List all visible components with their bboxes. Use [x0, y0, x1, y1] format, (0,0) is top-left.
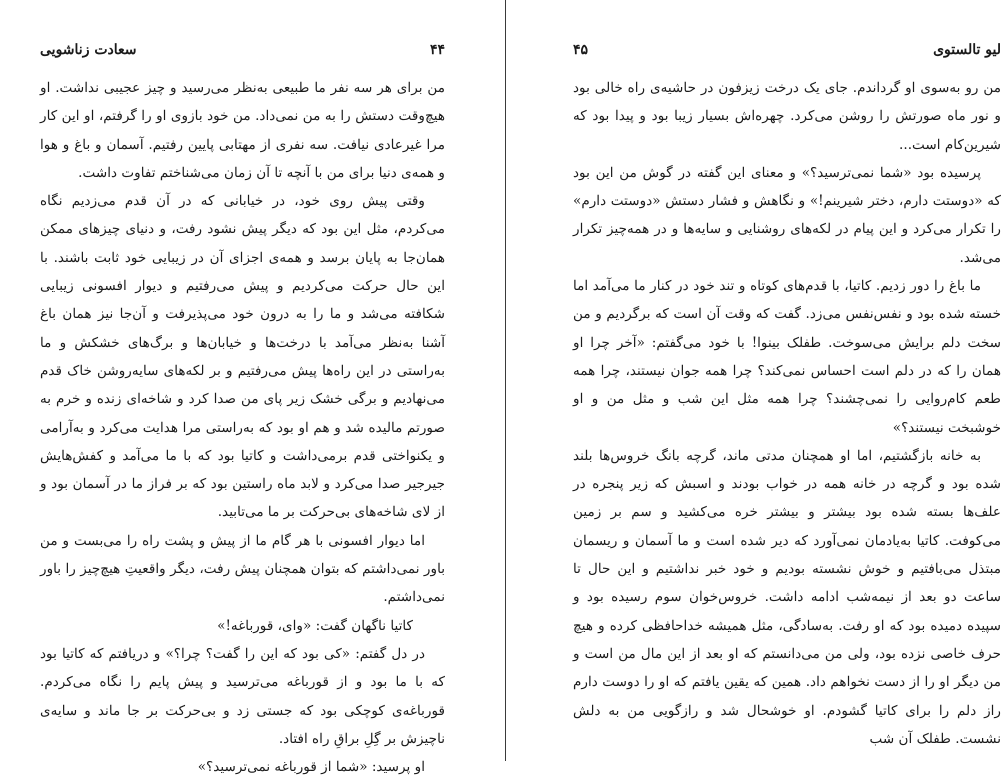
paragraph: من برای هر سه نفر ما طبیعی به‌نظر می‌رسید و چیز عجیبی نداشت. او هیچ‌وقت دستش را به من نمی‌داد. من خود بازوی او را گرفتم، او این کار مرا غیرعادی نیافت. سه نفری از مهتابی پایین رفتیم. آسمان و باغ و هوا و همه‌ی دنیا برای من با آنچه تا آن زمان می‌شناختم تفاوت داشت. — [40, 80, 445, 181]
paragraph: به خانه بازگشتیم، اما او همچنان مدتی ماند، گرچه بانگ خروس‌ها بلند شده بود و گرچه در خانه همه در خواب بودند و اسبش که زیر پنجره در علف‌ها بسته شده بود بیشتر و بیشتر خره می‌کشید و سم بر زمین می‌کوفت. کاتیا به‌یادمان نمی‌آورد که دیر شده است و ما آسمان و ریسمان مبتذل می‌بافتیم و خوش نشسته بودیم و خود خبر نداشتیم و این حال تا ساعت دو بعد از نیمه‌شب ادامه داشت. خروس‌خوان سوم رسیده بود و سپیده دمیده بود که او رفت. به‌سادگی، مثل همیشه خداحافظی کرده و هیچ حرف خاصی نزده بود، ولی من می‌دانستم که او بعد از این مال من است و من دیگر او را از دست نخواهم داد. همین که یقین یافتم که او را دوست دارم راز دلم را برای کاتیا گشودم. او خوشحال شد و رازگویی من به دلش نشست. طفلک آن شب — [573, 447, 1001, 747]
right-page-body — [573, 74, 1001, 753]
left-page-header — [40, 38, 445, 62]
paragraph: کاتیا ناگهان گفت: «وای، قورباغه!» — [217, 617, 413, 634]
page-gutter — [505, 0, 506, 761]
paragraph: ما باغ را دور زدیم. کاتیا، با قدم‌های کوتاه و تند خود در کنار ما می‌آمد اما خسته شده بود و نفس‌نفس می‌زد. گفت که وقت آن است که برگردیم و من سخت دلم برایش می‌سوخت. طفلک بینوا! با خود می‌گفتم: «آخر چرا او همان را که در دلم است احساس نمی‌کند؟ چرا همه جوان نیستند، چرا همه طعم کام‌روایی را نمی‌چشند؟ چرا همه مثل این شب و مثل من و او خوشبخت نیستند؟» — [573, 278, 1001, 436]
right-page — [573, 0, 1001, 761]
paragraph: پرسیده بود «شما نمی‌ترسید؟» و معنای این گفته در گوش من این بود که «دوستت دارم، دختر شیرینم!» و نگاهش و فشار دستش «دوستت دارم» را تکرار می‌کرد و این پیام در لکه‌های روشنایی و سایه‌ها و در همه‌چیز تکرار می‌شد. — [573, 164, 1001, 266]
left-running-title: سعادت زناشویی — [40, 42, 137, 58]
left-page — [40, 0, 445, 776]
paragraph: در دل گفتم: «کی بود که این را گفت؟ چرا؟» و دریافتم که کاتیا بود که با ما بود و از قورباغه می‌ترسید و پیش پایم را نگاه می‌کردم. قورباغه‌ی کوچکی بود که جستی زد و بی‌حرکت بر جا ماند و سایه‌ی ناچیزش بر گِلِ براقِ راه افتاد. — [40, 645, 445, 747]
paragraph: وقتی پیش روی خود، در خیابانی که در آن قدم می‌زدیم نگاه می‌کردم، مثل این بود که دیگر پیش نشود رفت، و دنیای چیزهای ممکن همان‌جا به پایان برسد و همه‌ی اجزای آن در زیبایی خود ثابت باشند. با این حال حرکت می‌کردیم و پیش می‌رفتیم و دیوار افسونی زیبایی شکافته می‌شد و ما را به درون خود می‌پذیرفت و آن‌جا نیز همان باغ آشنا به‌نظر می‌آمد با درخت‌ها و خیابان‌ها و برگ‌های خشکش و ما به‌راستی در این راه‌ها پیش می‌رفتیم و بر لکه‌های سایه‌روشن خاک قدم می‌نهادیم و برگی خشک زیر پای من صدا کرد و شاخه‌ای زنده و خرم به صورتم مالیده شد و هم او بود که به‌راستی مرا هدایت می‌کرد و به‌آرامی و یکنواختی قدم برمی‌داشت و کاتیا بود که با ما می‌آمد و کفش‌هایش جیرجیر صدا می‌کرد و لابد ماه راستین بود که بر فراز ما در آسمان بود و از لای شاخه‌های بی‌حرکت بر ما می‌تابید. — [40, 193, 445, 521]
paragraph: اما دیوار افسونی با هر گام ما از پیش و پشت راه را می‌بست و من باور نمی‌داشتم که بتوان همچنان پیش رفت، دیگر واقعیتِ هیچ‌چیز را باور نمی‌داشتم. — [40, 532, 445, 606]
right-page-number: ۴۵ — [573, 42, 589, 58]
left-page-body — [40, 74, 445, 781]
right-page-header — [573, 38, 1001, 62]
paragraph: من رو به‌سوی او گرداندم. جای یک درخت زیزفون در حاشیه‌ی راه خالی بود و نور ماه صورتش را روشن می‌کرد. چهره‌اش بسیار زیبا بود و پیدا بود که شیرین‌کام است... — [573, 80, 1001, 153]
left-page-number: ۴۴ — [429, 42, 445, 58]
paragraph: او پرسید: «شما از قورباغه نمی‌ترسید؟» — [197, 759, 425, 776]
right-running-title: لیو تالستوی — [933, 42, 1001, 58]
